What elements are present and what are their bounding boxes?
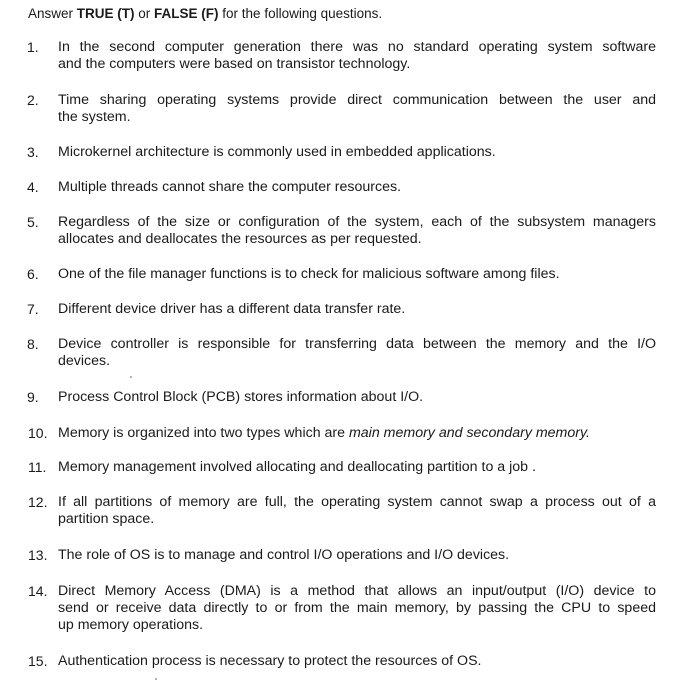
question-number: 8. [27,336,39,352]
question-text [58,214,656,248]
question-text-line: If all partitions of memory are full, the operating system cannot swap a process out of a [58,494,656,510]
scan-speck [130,376,132,378]
question-text [58,266,656,283]
question-number: 1. [27,39,39,55]
question-text [58,494,656,528]
question-number: 5. [27,214,39,230]
question-text-line: Authentication process is necessary to protect the resources of OS. [58,653,482,669]
question-text-line: Regardless of the size or configuration of the system, each of the subsystem managers [58,214,656,230]
question-number: 4. [27,179,39,195]
question-text [58,653,656,670]
question-text-line: allocates and deallocates the resources as per requested. [58,231,422,247]
instruction-line [28,5,382,23]
question-text-plain: Memory is organized into two types which are [58,425,349,441]
question-text [58,425,656,442]
question-text-line [58,425,656,442]
question-number: 3. [27,144,39,160]
question-text-line: Memory management involved allocating and deallocating partition to a job . [58,459,536,475]
question-text-line: up memory operations. [58,617,204,633]
question-number: 9. [27,389,39,405]
false-label: FALSE (F) [154,6,219,21]
question-text-line: The role of OS is to manage and control I/O operations and I/O devices. [58,547,510,563]
question-number: 7. [27,301,39,317]
question-text [58,389,656,406]
question-text [58,459,656,476]
question-text [58,39,656,73]
question-text [58,179,656,196]
question-number: 11. [28,459,47,475]
question-text-line: the system. [58,109,131,125]
question-text-line: and the computers were based on transistor technology. [58,56,411,72]
question-text [58,144,656,161]
question-text-line: Microkernel architecture is commonly used in embedded applications. [58,144,496,160]
question-number: 2. [27,92,39,108]
question-text-line: One of the file manager functions is to check for malicious software among files. [58,266,560,282]
question-text-line: Multiple threads cannot share the computer resources. [58,179,402,195]
question-number: 14. [28,583,48,599]
instruction-middle: or [134,6,155,21]
question-number: 10. [28,425,48,441]
question-text [58,547,656,564]
question-number: 15. [28,653,48,669]
true-label: TRUE (T) [76,6,135,21]
question-text-line: Process Control Block (PCB) stores information about I/O. [58,389,424,405]
question-text [58,301,656,318]
question-number: 12. [28,494,48,510]
question-text [58,92,656,126]
question-text-line: Different device driver has a different data transfer rate. [58,301,406,317]
question-text-italic: main memory and secondary memory. [348,425,590,441]
question-text-line: partition space. [58,511,155,527]
question-text-line: In the second computer generation there was no standard operating system software [58,39,656,55]
instruction-suffix: for the following questions. [218,6,383,21]
question-text [58,583,656,634]
instruction-prefix: Answer [28,6,77,21]
question-number: 6. [27,266,39,282]
scan-speck [155,678,157,680]
question-number: 13. [28,547,48,563]
question-text-line: Time sharing operating systems provide direct communication between the user and [58,92,656,108]
question-text-line: devices. [58,353,111,369]
question-text-line: Direct Memory Access (DMA) is a method that allows an input/output (I/O) device to [58,583,656,599]
question-text [58,336,656,370]
question-text-line: Device controller is responsible for transferring data between the memory and the I/O [58,336,656,352]
question-text-line: send or receive data directly to or from the main memory, by passing the CPU to speed [58,600,656,616]
